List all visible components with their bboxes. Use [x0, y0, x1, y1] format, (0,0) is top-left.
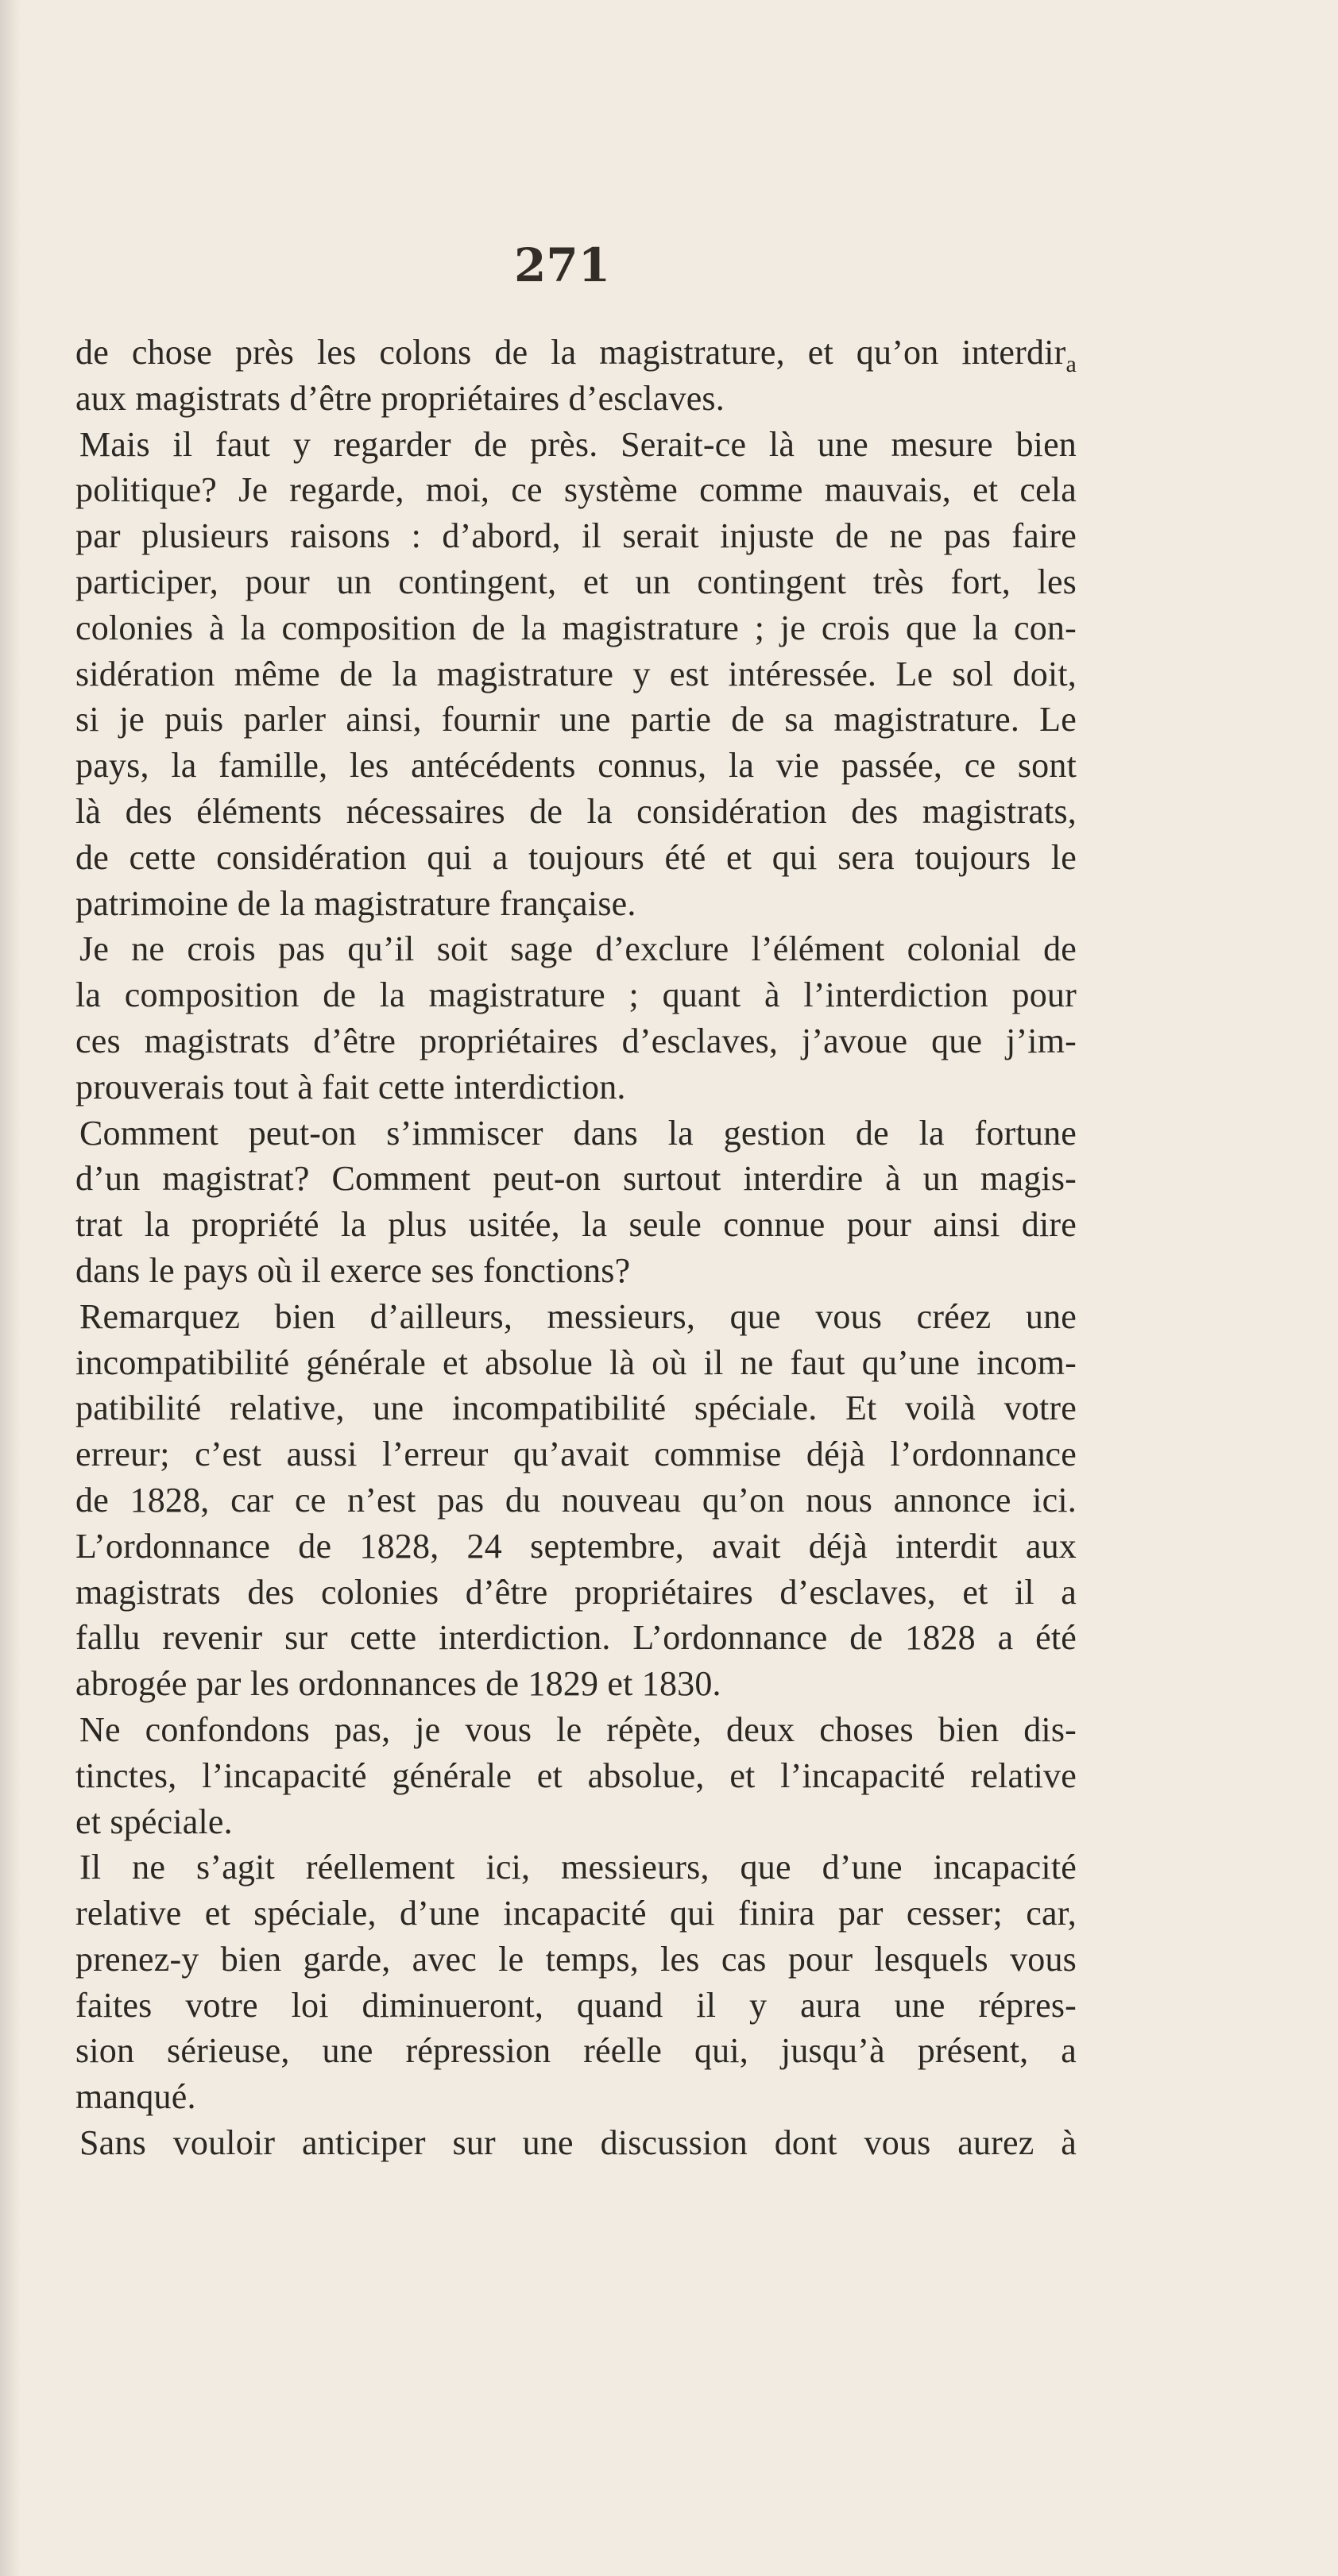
text-line-content: d’un magistrat? Comment peut-on surtout interdire à un magis-: [75, 1159, 1077, 1199]
text-line: [75, 1202, 1077, 1248]
text-line-content: la composition de la magistrature ; quant à l’interdiction pour: [75, 975, 1077, 1015]
text-line-content: sidération même de la magistrature y est intéressée. Le sol doit,: [75, 654, 1077, 693]
text-line: [75, 1844, 1077, 1890]
text-line-content: de cette considération qui a toujours été et qui sera toujours le: [75, 837, 1077, 877]
text-line: [75, 926, 1077, 972]
text-line-content: ces magistrats d’être propriétaires d’esclaves, j’avoue que j’im-: [75, 1021, 1077, 1060]
text-line: [75, 1248, 1077, 1294]
text-line: [75, 697, 1077, 743]
text-line-content: Sans vouloir anticiper sur une discussion dont vous aurez à: [79, 2123, 1077, 2163]
text-line: [75, 835, 1077, 881]
text-line-content: L’ordonnance de 1828, 24 septembre, avait déjà interdit aux: [75, 1526, 1077, 1566]
text-line-content: faites votre loi diminueront, quand il y aura une répres-: [75, 1985, 1077, 2025]
text-line-content: erreur; c’est aussi l’erreur qu’avait commise déjà l’ordonnance: [75, 1435, 1077, 1474]
text-line-content: tinctes, l’incapacité générale et absolue, et l’incapacité relative: [75, 1755, 1077, 1795]
text-line: [75, 1340, 1077, 1386]
text-line-content: Ne confondons pas, je vous le répète, deux choses bien dis-: [79, 1709, 1077, 1749]
text-line-content: si je puis parler ainsi, fournir une partie de sa magistrature. Le: [75, 700, 1077, 740]
text-line-content: Je ne crois pas qu’il soit sage d’exclure l’élément colonial de: [79, 929, 1077, 969]
text-line: [75, 1385, 1077, 1431]
text-line-content: relative et spéciale, d’une incapacité qui finira par cesser; car,: [75, 1894, 1077, 1933]
text-line: [75, 2074, 1077, 2120]
text-line: [75, 1110, 1077, 1157]
text-line: [75, 1753, 1077, 1799]
text-line: [75, 1799, 1077, 1845]
text-line-content: patrimoine de la magistrature française.: [75, 883, 636, 923]
text-line: [75, 2028, 1077, 2074]
text-line-content: incompatibilité générale et absolue là où il ne faut qu’une incom-: [75, 1342, 1077, 1382]
text-line: [75, 605, 1077, 651]
text-line-content: de 1828, car ce n’est pas du nouveau qu’on nous annonce ici.: [75, 1480, 1077, 1520]
text-line-content: prouverais tout à fait cette interdiction.: [75, 1067, 626, 1106]
text-line-content: Mais il faut y regarder de près. Serait-ce là une mesure bien: [79, 424, 1077, 464]
text-line: [75, 1615, 1077, 1661]
text-line: [75, 972, 1077, 1018]
text-line: [75, 881, 1077, 927]
text-line: [75, 1983, 1077, 2029]
text-line: [75, 1524, 1077, 1570]
text-line-content: abrogée par les ordonnances de 1829 et 1830.: [75, 1664, 721, 1704]
text-line: [75, 1064, 1077, 1110]
text-line-content: Il ne s’agit réellement ici, messieurs, que d’une incapacité: [79, 1848, 1077, 1887]
text-line-content: participer, pour un contingent, et un contingent très fort, les: [75, 562, 1077, 601]
text-line-content: prenez-y bien garde, avec le temps, les cas pour lesquels vous: [75, 1939, 1077, 1979]
text-line: [75, 1890, 1077, 1937]
text-line-content: Remarquez bien d’ailleurs, messieurs, que vous créez une: [79, 1296, 1077, 1336]
hyphen-continuation-letter: a: [1065, 351, 1077, 377]
text-line: [75, 330, 1077, 376]
text-line-content: magistrats des colonies d’être propriétaires d’esclaves, et il a: [75, 1572, 1077, 1612]
text-line-content: là des éléments nécessaires de la considération des magistrats,: [75, 791, 1077, 831]
text-line: [75, 1661, 1077, 1707]
text-line: [75, 1156, 1077, 1202]
text-line: [75, 513, 1077, 559]
page-gutter-shadow: [0, 0, 21, 2576]
text-line-content: de chose près les colons de la magistrature, et qu’on interdir: [75, 333, 1066, 372]
text-line-content: pays, la famille, les antécédents connus, la vie passée, ce sont: [75, 746, 1077, 786]
text-line-content: politique? Je regarde, moi, ce système comme mauvais, et cela: [75, 470, 1077, 510]
text-line: [75, 1937, 1077, 1983]
text-line-content: manqué.: [75, 2077, 196, 2117]
text-line-content: aux magistrats d’être propriétaires d’esclaves.: [75, 378, 725, 418]
text-line-content: Comment peut-on s’immiscer dans la gestion de la fortune: [79, 1113, 1077, 1153]
text-line-content: et spéciale.: [75, 1802, 233, 1841]
text-line: [75, 1707, 1077, 1753]
text-line: [75, 651, 1077, 697]
text-line: [75, 376, 1077, 422]
text-line: [75, 559, 1077, 605]
text-line-content: sion sérieuse, une répression réelle qui, jusqu’à présent, a: [75, 2031, 1077, 2071]
page-number: 271: [514, 238, 611, 292]
text-line: [75, 1477, 1077, 1524]
text-line: [75, 789, 1077, 835]
text-line-content: fallu revenir sur cette interdiction. L’ordonnance de 1828 a été: [75, 1618, 1077, 1658]
text-line-content: colonies à la composition de la magistrature ; je crois que la con-: [75, 608, 1077, 647]
text-line: [75, 1018, 1077, 1064]
text-line: [75, 743, 1077, 789]
text-line: [75, 1570, 1077, 1616]
body-text: [75, 330, 1077, 2166]
text-line: [75, 1431, 1077, 1477]
text-line: [75, 467, 1077, 513]
text-line-content: dans le pays où il exerce ses fonctions?: [75, 1250, 631, 1290]
text-line-content: patibilité relative, une incompatibilité spéciale. Et voilà votre: [75, 1388, 1077, 1428]
text-line-content: trat la propriété la plus usitée, la seule connue pour ainsi dire: [75, 1205, 1077, 1245]
text-line: [75, 422, 1077, 468]
text-line: [75, 2120, 1077, 2166]
text-line-content: par plusieurs raisons : d’abord, il serait injuste de ne pas faire: [75, 516, 1077, 556]
text-line: [75, 1294, 1077, 1340]
